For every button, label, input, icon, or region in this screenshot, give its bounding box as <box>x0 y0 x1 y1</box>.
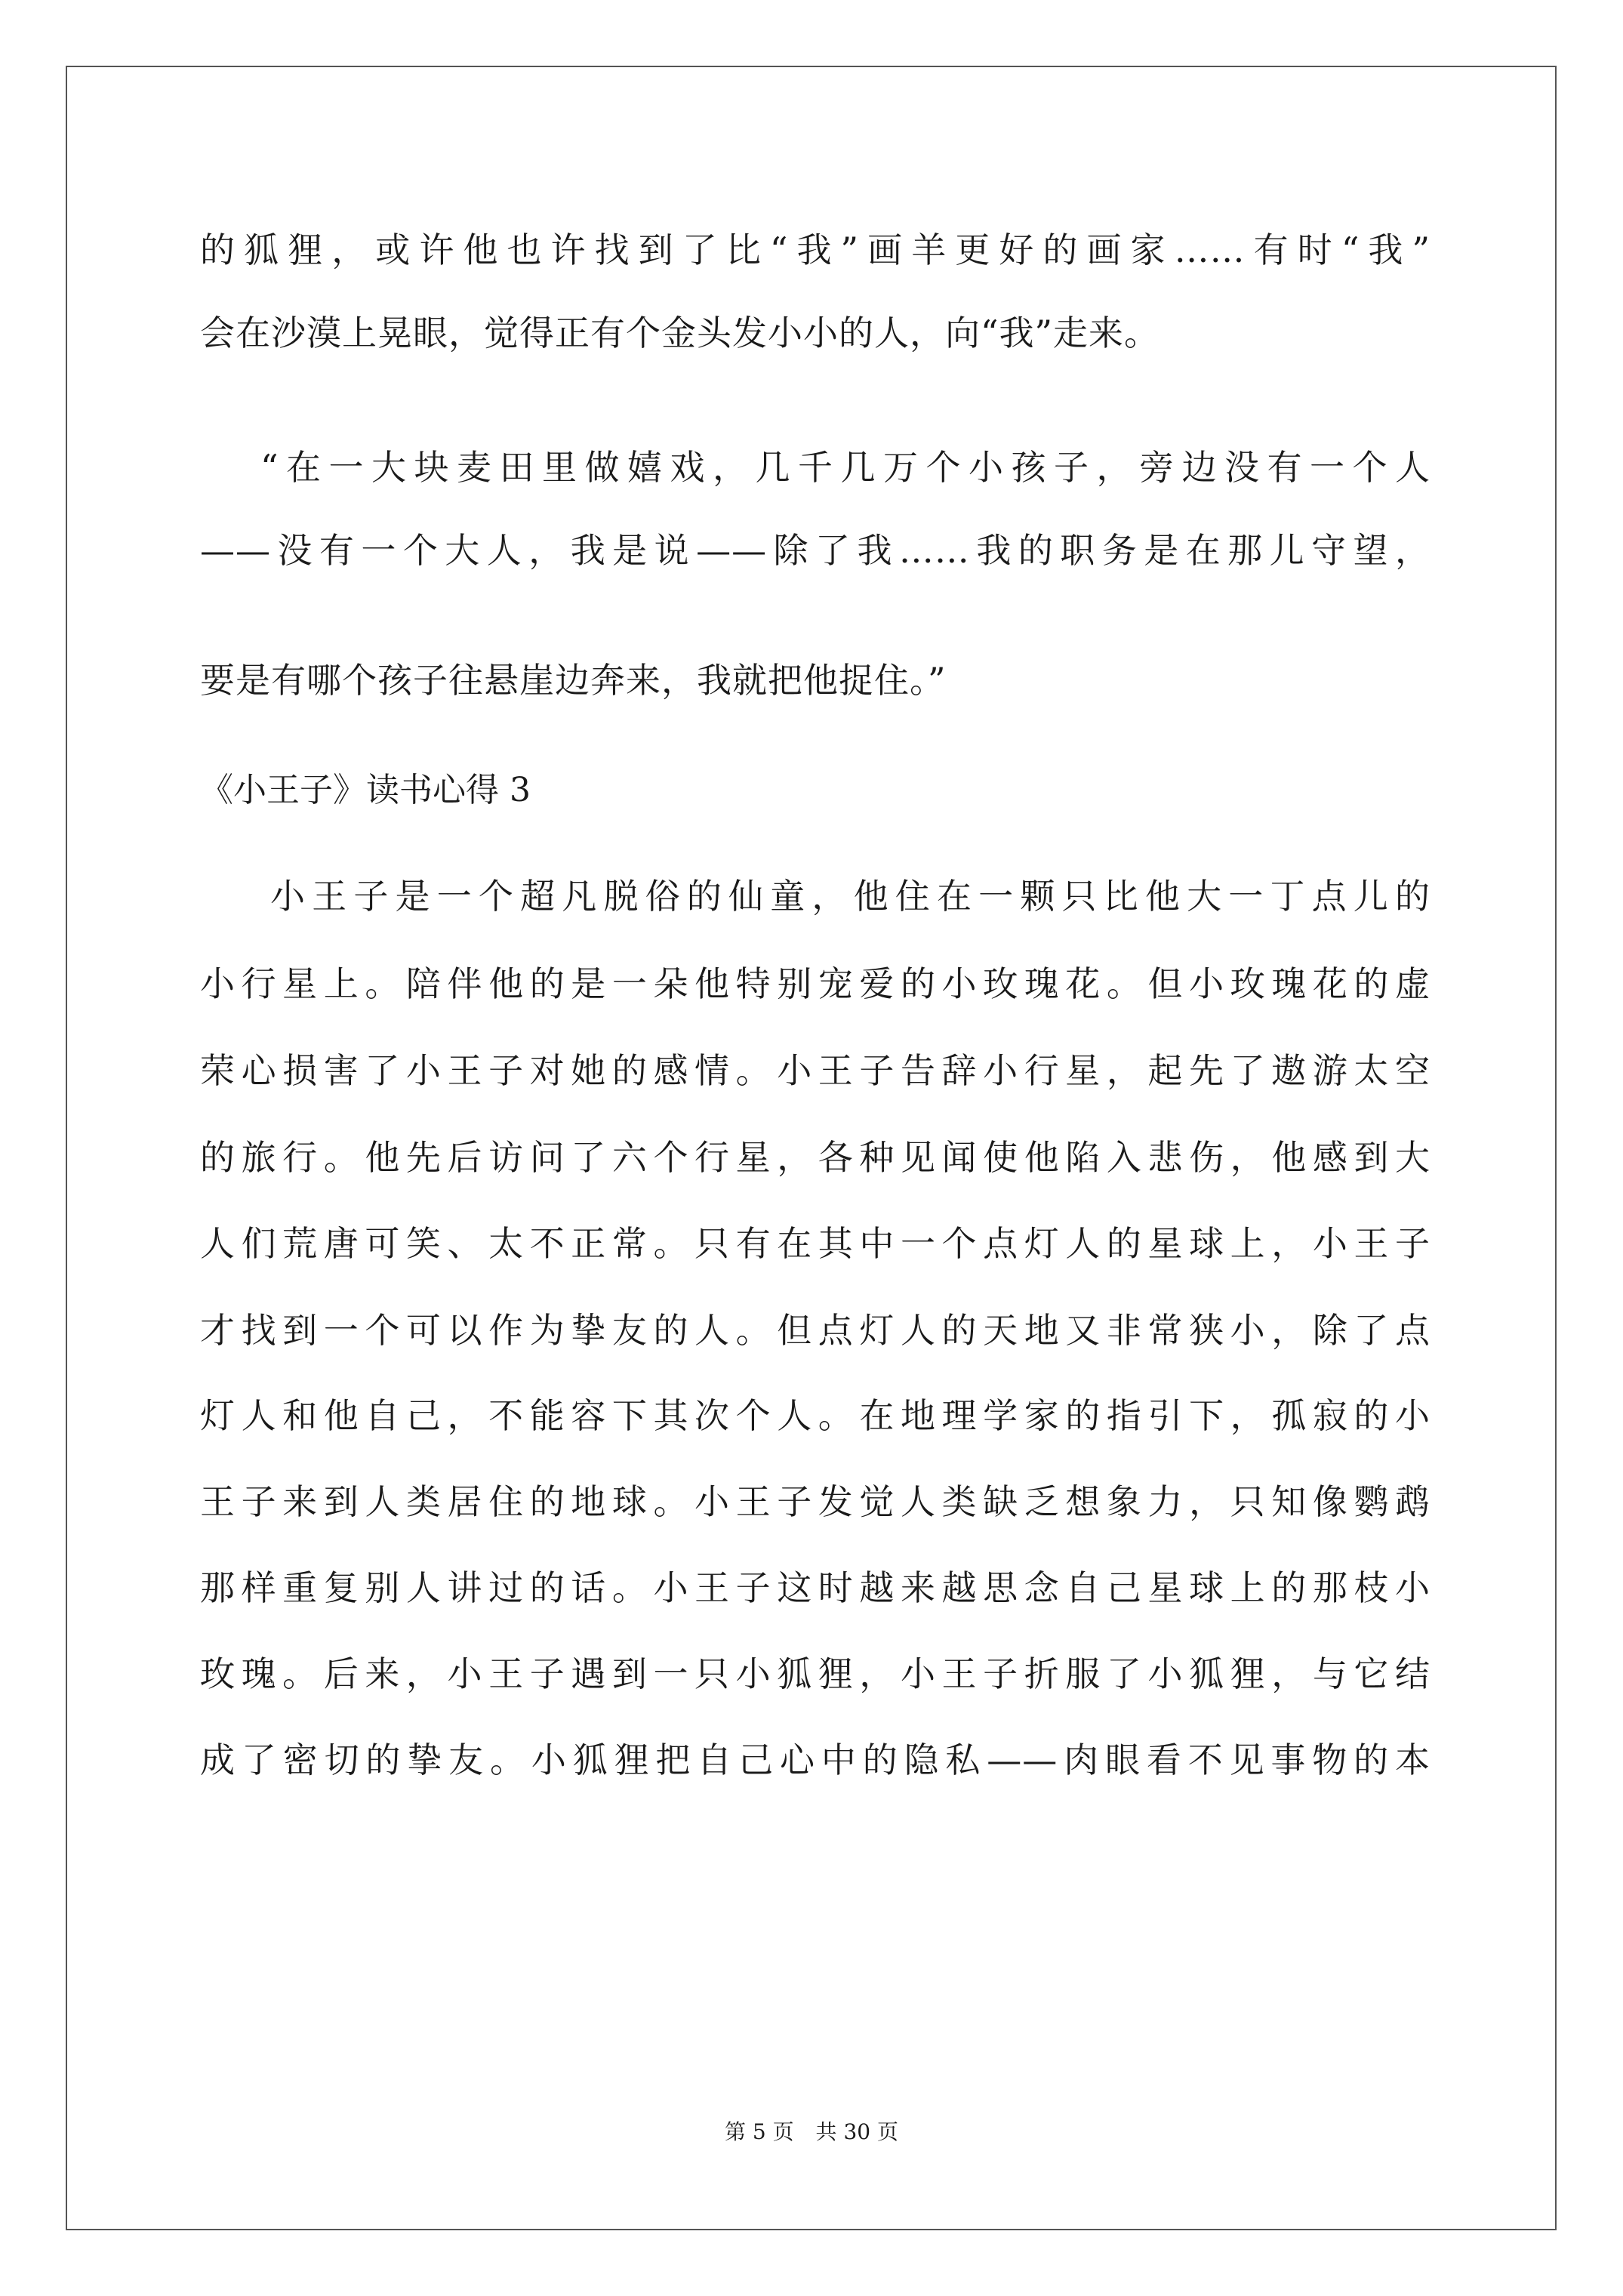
text-line: 的狐狸，或许他也许找到了比“我”画羊更好的画家……有时“我” <box>200 230 1431 270</box>
body-line: 灯人和他自己，不能容下其次个人。在地理学家的指引下，孤寂的小 <box>200 1395 1431 1436</box>
body-line: 那样重复别人讲过的话。小王子这时越来越思念自己星球上的那枝小 <box>200 1567 1431 1608</box>
body-line: 才找到一个可以作为挚友的人。但点灯人的天地又非常狭小，除了点 <box>200 1310 1431 1351</box>
body-line: 小行星上。陪伴他的是一朵他特别宠爱的小玫瑰花。但小玫瑰花的虚 <box>200 963 1431 1004</box>
page-total: 共 30 页 <box>815 2119 898 2144</box>
page-footer <box>0 2119 1623 2144</box>
body-line: 玫瑰。后来，小王子遇到一只小狐狸，小王子折服了小狐狸，与它结 <box>200 1653 1431 1694</box>
quote-line: ——没有一个大人，我是说——除了我……我的职务是在那儿守望， <box>200 530 1431 571</box>
body-line: 人们荒唐可笑、太不正常。只有在其中一个点灯人的星球上，小王子 <box>200 1223 1431 1264</box>
body-line: 王子来到人类居住的地球。小王子发觉人类缺乏想象力，只知像鹦鹉 <box>200 1481 1431 1522</box>
body-line: 小王子是一个超凡脱俗的仙童，他住在一颗只比他大一丁点儿的 <box>270 876 1431 917</box>
text-line: 会在沙漠上晃眼，觉得正有个金头发小小的人，向“我”走来。 <box>200 313 1160 353</box>
quote-line: “在一大块麦田里做嬉戏，几千几万个小孩子，旁边没有一个人 <box>260 447 1431 488</box>
body-line: 荣心损害了小王子对她的感情。小王子告辞小行星，起先了遨游太空 <box>200 1050 1431 1091</box>
page-number: 第 5 页 <box>725 2119 794 2144</box>
quote-line: 要是有哪个孩子往悬崖边奔来，我就把他捉住。” <box>200 660 947 701</box>
body-line: 成了密切的挚友。小狐狸把自己心中的隐私——肉眼看不见事物的本 <box>200 1740 1431 1780</box>
body-line: 的旅行。他先后访问了六个行星，各种见闻使他陷入悲伤，他感到大 <box>200 1137 1431 1178</box>
section-heading: 《小王子》读书心得 3 <box>200 771 531 809</box>
